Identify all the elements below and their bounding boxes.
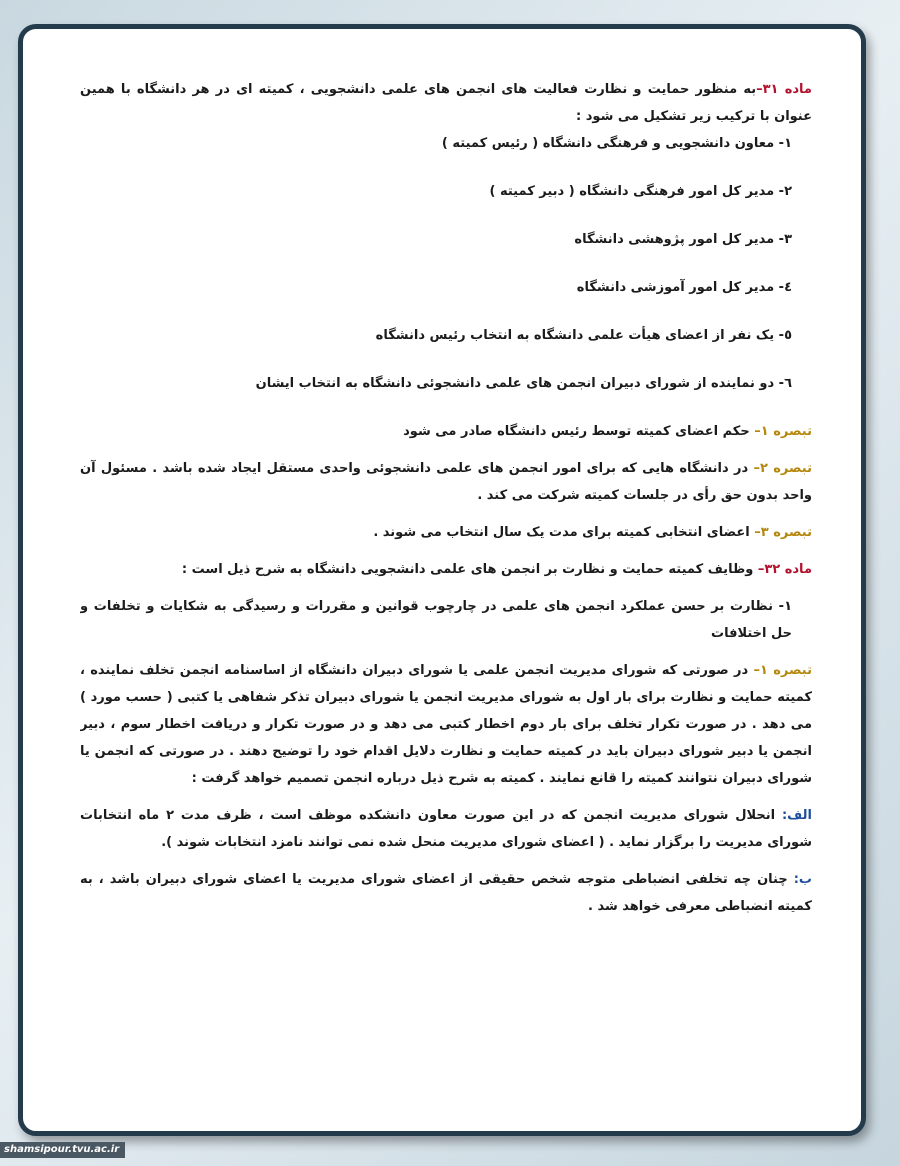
note-label: تبصره ۱– — [754, 424, 812, 439]
list-item: ٦- دو نماینده از شورای دبیران انجمن های علمی دانشجوئی دانشگاه به انتخاب ایشان — [255, 376, 792, 391]
article-32-intro: ماده ۳۲– وظایف کمیته حمایت و نظارت بر انجمن های علمی دانشجویی دانشگاه به شرح ذیل است : — [181, 562, 812, 577]
article-31-intro: ماده ۳۱–به منظور حمایت و نظارت فعالیت های انجمن های علمی دانشجویی ، کمیته ای در هر دانشگاه با همین عنوان با ترکیب زیر تشکیل می شود : — [80, 82, 812, 124]
note-label: تبصره ۳– — [754, 525, 812, 540]
note-2: تبصره ۲– در دانشگاه هایی که برای امور انجمن های علمی دانشجوئی واحدی مستقل ایجاد شده باشد . مسئول آن واحد بدون حق رأی در جلسات کمیته شرکت می کند . — [80, 461, 812, 503]
clause-be: ب: چنان چه تخلفی انضباطی متوجه شخص حقیقی از اعضای شورای مدیریت یا اعضای شورای دبیران باشد ، به کمیته انضباطی معرفی خواهد شد . — [80, 872, 812, 914]
list-item: ٥- یک نفر از اعضای هیأت علمی دانشگاه به انتخاب رئیس دانشگاه — [375, 328, 792, 343]
list-item: ۱- معاون دانشجویی و فرهنگی دانشگاه ( رئیس کمیته ) — [441, 136, 792, 151]
list-item: ۳- مدیر کل امور پژوهشی دانشگاه — [574, 232, 792, 247]
clause-label: ب: — [793, 872, 812, 887]
clause-label: الف: — [781, 808, 812, 823]
list-item: ۲- مدیر کل امور فرهنگی دانشگاه ( دبیر کمیته ) — [489, 184, 792, 199]
site-watermark: shamsipour.tvu.ac.ir — [0, 1142, 125, 1158]
note-label: تبصره ۱– — [753, 663, 812, 678]
note-3: تبصره ۳– اعضای انتخابی کمیته برای مدت یک سال انتخاب می شوند . — [373, 525, 812, 540]
note-label: تبصره ۲– — [753, 461, 812, 476]
list-item: ٤- مدیر کل امور آموزشی دانشگاه — [576, 280, 792, 295]
list-item: ۱- نظارت بر حسن عملکرد انجمن های علمی در چارچوب قوانین و مقررات و رسیدگی به شکایات و تخلفات و حل اختلافات — [80, 599, 792, 641]
article-32-label: ماده ۳۲– — [757, 562, 812, 577]
article-32-note-1: تبصره ۱– در صورتی که شورای مدیریت انجمن علمی یا شورای دبیران دانشگاه از اساسنامه انجمن تخلف نماینده ، کمیته حمایت و نظارت برای بار اول به شورای مدیریت انجمن یا شورای دبیران تذکر شفاهی یا کتبی ( حسب مورد ) می دهد . در صورت تکرار تخلف برای بار دوم اخطار کتبی می دهد و در صورت تکرار و دریافت اخطار سوم ، دبیر انجمن یا دبیر شورای دبیران باید در کمیته حمایت و نظارت دلایل اقدام خود را توضیح دهند . در صورتی که انجمن یا شورای دبیران نتوانند کمیته را قانع نمایند . کمیته به شرح ذیل درباره انجمن تصمیم خواهد گرفت : — [80, 663, 812, 786]
note-1: تبصره ۱– حکم اعضای کمیته توسط رئیس دانشگاه صادر می شود — [403, 424, 812, 439]
clause-alef: الف: انحلال شورای مدیریت انجمن که در این صورت معاون دانشکده موظف است ، ظرف مدت ۲ ماه انتخابات شورای مدیریت را برگزار نماید . ( اعضای شورای مدیریت منحل شده نمی توانند نامزد انتخابات شوند ). — [80, 808, 812, 850]
article-31-label: ماده ۳۱– — [756, 82, 812, 97]
document-body — [80, 76, 812, 1116]
